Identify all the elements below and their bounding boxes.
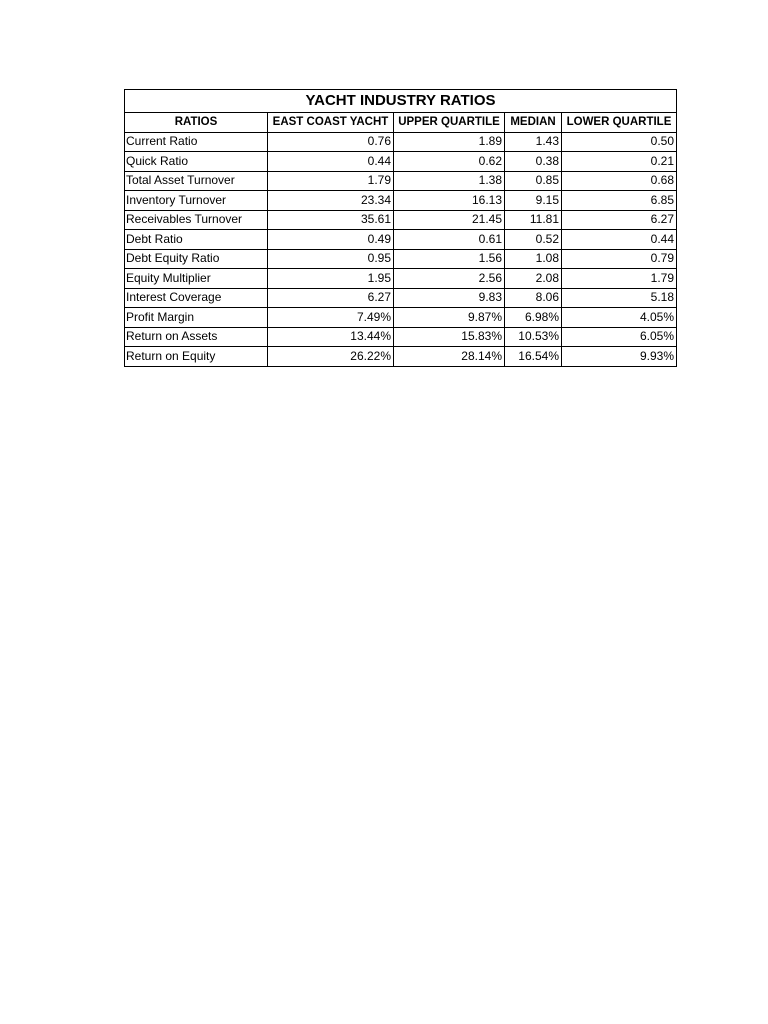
upper-quartile-value: 15.83% [394, 327, 505, 347]
median-value: 9.15 [505, 191, 562, 211]
table-row [125, 249, 677, 269]
lower-quartile-value: 0.44 [562, 230, 677, 250]
ratio-name: Equity Multiplier [125, 269, 268, 289]
ratio-name: Profit Margin [125, 308, 268, 328]
lower-quartile-value: 0.79 [562, 249, 677, 269]
median-value: 0.38 [505, 152, 562, 172]
upper-quartile-value: 21.45 [394, 210, 505, 230]
east-coast-yacht-value: 0.44 [268, 152, 394, 172]
east-coast-yacht-value: 0.49 [268, 230, 394, 250]
median-value: 10.53% [505, 327, 562, 347]
east-coast-yacht-value: 35.61 [268, 210, 394, 230]
lower-quartile-value: 4.05% [562, 308, 677, 328]
upper-quartile-value: 28.14% [394, 347, 505, 367]
ratio-name: Interest Coverage [125, 288, 268, 308]
table-row [125, 308, 677, 328]
header-east-coast-yacht: EAST COAST YACHT [268, 113, 394, 133]
table-row [125, 132, 677, 152]
east-coast-yacht-value: 7.49% [268, 308, 394, 328]
table-row [125, 327, 677, 347]
east-coast-yacht-value: 0.76 [268, 132, 394, 152]
median-value: 11.81 [505, 210, 562, 230]
upper-quartile-value: 16.13 [394, 191, 505, 211]
upper-quartile-value: 9.83 [394, 288, 505, 308]
header-row [125, 113, 677, 133]
east-coast-yacht-value: 23.34 [268, 191, 394, 211]
ratio-name: Inventory Turnover [125, 191, 268, 211]
median-value: 0.52 [505, 230, 562, 250]
ratio-name: Return on Assets [125, 327, 268, 347]
table-row [125, 210, 677, 230]
header-upper-quartile: UPPER QUARTILE [394, 113, 505, 133]
lower-quartile-value: 6.85 [562, 191, 677, 211]
ratio-name: Total Asset Turnover [125, 171, 268, 191]
header-ratios: RATIOS [125, 113, 268, 133]
median-value: 2.08 [505, 269, 562, 289]
title-row [125, 90, 677, 113]
lower-quartile-value: 5.18 [562, 288, 677, 308]
table-row [125, 347, 677, 367]
ratio-name: Receivables Turnover [125, 210, 268, 230]
median-value: 1.08 [505, 249, 562, 269]
table-title: YACHT INDUSTRY RATIOS [125, 90, 677, 113]
median-value: 8.06 [505, 288, 562, 308]
header-median: MEDIAN [505, 113, 562, 133]
east-coast-yacht-value: 1.95 [268, 269, 394, 289]
median-value: 0.85 [505, 171, 562, 191]
median-value: 16.54% [505, 347, 562, 367]
upper-quartile-value: 9.87% [394, 308, 505, 328]
lower-quartile-value: 0.50 [562, 132, 677, 152]
table-row [125, 152, 677, 172]
lower-quartile-value: 9.93% [562, 347, 677, 367]
lower-quartile-value: 0.21 [562, 152, 677, 172]
upper-quartile-value: 1.56 [394, 249, 505, 269]
table-body [125, 132, 677, 366]
table-row [125, 269, 677, 289]
lower-quartile-value: 6.27 [562, 210, 677, 230]
east-coast-yacht-value: 6.27 [268, 288, 394, 308]
east-coast-yacht-value: 0.95 [268, 249, 394, 269]
lower-quartile-value: 1.79 [562, 269, 677, 289]
upper-quartile-value: 0.61 [394, 230, 505, 250]
ratio-name: Quick Ratio [125, 152, 268, 172]
east-coast-yacht-value: 1.79 [268, 171, 394, 191]
ratio-name: Current Ratio [125, 132, 268, 152]
table-row [125, 171, 677, 191]
header-lower-quartile: LOWER QUARTILE [562, 113, 677, 133]
ratio-name: Debt Ratio [125, 230, 268, 250]
median-value: 1.43 [505, 132, 562, 152]
ratio-name: Debt Equity Ratio [125, 249, 268, 269]
ratio-name: Return on Equity [125, 347, 268, 367]
table-row [125, 230, 677, 250]
lower-quartile-value: 0.68 [562, 171, 677, 191]
median-value: 6.98% [505, 308, 562, 328]
table-row [125, 288, 677, 308]
east-coast-yacht-value: 13.44% [268, 327, 394, 347]
upper-quartile-value: 2.56 [394, 269, 505, 289]
upper-quartile-value: 1.38 [394, 171, 505, 191]
yacht-ratios-table [124, 89, 677, 367]
upper-quartile-value: 1.89 [394, 132, 505, 152]
table-row [125, 191, 677, 211]
east-coast-yacht-value: 26.22% [268, 347, 394, 367]
lower-quartile-value: 6.05% [562, 327, 677, 347]
upper-quartile-value: 0.62 [394, 152, 505, 172]
